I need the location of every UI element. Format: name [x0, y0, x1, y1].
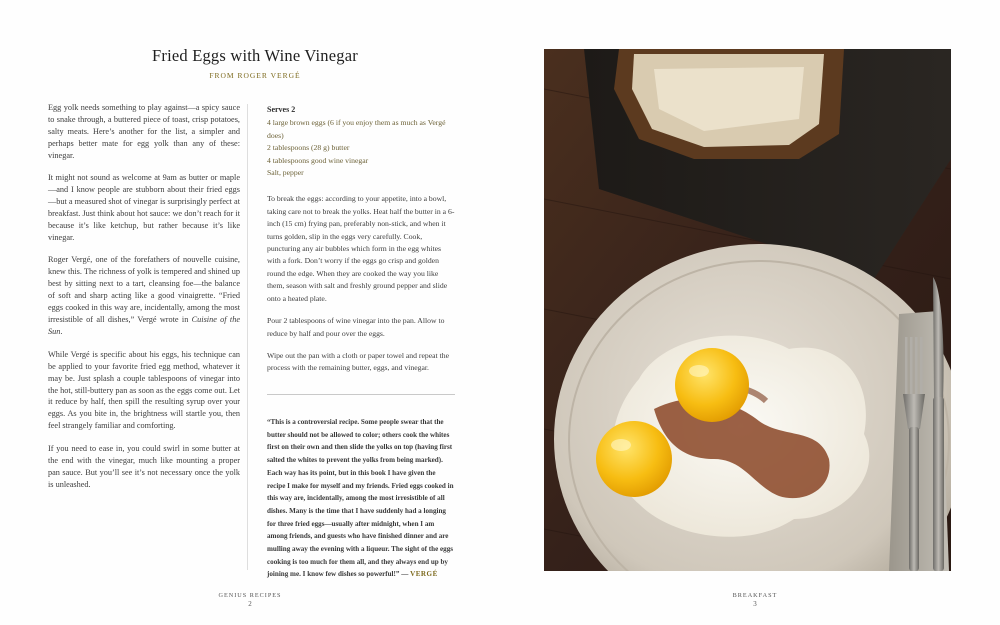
recipe-title: Fried Eggs with Wine Vinegar [152, 46, 358, 65]
page-number: 2 [248, 600, 252, 608]
ingredient-item: 4 tablespoons good wine vinegar [267, 155, 369, 165]
intro-paragraph: Egg yolk needs something to play against—a spicy sauce to snake through, a buttered piece of toast, crisp potatoes, salty meats. Here’s another for the list, a simpler and perhaps better mate for egg yolk than any of these: vinegar. [48, 103, 240, 160]
ingredient-list [267, 117, 455, 179]
ingredient-item: Salt, pepper [267, 168, 304, 178]
method-step: Pour 2 tablespoons of wine vinegar into the pan. Allow to reduce by half and pour over the eggs. [267, 316, 445, 338]
recipe-source: FROM ROGER VERGÉ [209, 71, 301, 80]
egg-yolk [675, 348, 749, 422]
intro-paragraph: If you need to ease in, you could swirl in some butter at the end with the vinegar, much like mounting a proper pan sauce. But you’ll see it’s not necessary once the yolk is unleashed. [48, 443, 240, 489]
method-step: To break the eggs: according to your appetite, into a bowl, taking care not to break the yolks. Heat half the butter in a 6-inch (15 cm) frying pan, preferably non-stick, and when it turns golden, slip in the eggs very carefully. Cook, puncturing any air bubbles which form in the egg whites with a fork. Don’t worry if the eggs go crisp and golden round the edge. When they are cooked the way you like them, season with salt and freshly ground pepper and slide onto a heated plate. [267, 194, 455, 303]
book-title: Cuisine of the Sun [48, 315, 240, 337]
quote-dash: — [399, 570, 411, 579]
quote-author: VERGÉ [410, 570, 438, 579]
chef-quote [267, 416, 455, 581]
method-step: Wipe out the pan with a cloth or paper towel and repeat the process with the remaining butter, eggs, and vinegar. [267, 350, 449, 373]
intro-paragraph [48, 254, 240, 338]
recipe-photo [544, 49, 951, 571]
egg-yolk [596, 421, 672, 497]
ingredient-item: 2 tablespoons (28 g) butter [267, 143, 350, 153]
footer-left [190, 591, 310, 609]
running-title: BREAKFAST [732, 592, 778, 599]
intro-column [48, 102, 240, 501]
column-divider [247, 104, 248, 570]
intro-paragraph: It might not sound as welcome at 9am as butter or maple—and I know people are stubborn about their fried eggs—but a measured shot of vinegar is surprisingly perfect at breakfast. Just think about hot sauce: we don’t reach for it because it’s like ketchup, but rather because it’s like vinegar. [48, 173, 240, 243]
footer-right [695, 591, 815, 609]
intro-text: Roger Vergé, one of the forefathers of nouvelle cuisine, knew this. The richness of yolk is tempered and shined up best by sitting next to a tart, cleansing foe—the balance of soft and sharp acting like a good vinaigrette. “Fried eggs cooked in this way are, incidentally, among the most irresistible of all dishes,” Vergé wrote in [48, 255, 240, 325]
recipe-column [267, 104, 455, 385]
quote-text: “This is a controversial recipe. Some people swear that the butter should not be allowed to color; others cook the whites first on their own and then slide the yolks on top (having first salted the whites to prevent the yolks from being marked). Each way has its point, but in this book I have given the recipe I make for myself and my friends. Fried eggs cooked in this way are, incidentally, among the most irresistible of all dishes. Many is the time that I have suddenly had a longing for three fried eggs—usually after midnight, when I am among friends, and guests who have finished dinner and are mulling away the evening with a liqueur. The sight of the eggs cooking is too much for them all, and they always end up by joining me. I know few dishes so powerful!” [267, 418, 454, 579]
intro-text: . [60, 327, 63, 337]
running-title: GENIUS RECIPES [218, 592, 282, 599]
ingredient-item: 4 large brown eggs (6 if you enjoy them as much as Vergé does) [267, 118, 446, 140]
section-rule [267, 394, 455, 395]
intro-paragraph: While Vergé is specific about his eggs, his technique can be applied to your favorite fried egg method, whatever it may be. Just splash a couple tablespoons of vinegar into the hot, still-buttery pan as soon as the eggs come out. Let it reduce by half, then spill the resulting syrup over your eggs. As you bite in, the brightness will startle you, then feel strangely familiar and comforting. [48, 349, 240, 431]
serves-label: Serves 2 [267, 105, 296, 114]
page-number: 3 [753, 600, 757, 608]
